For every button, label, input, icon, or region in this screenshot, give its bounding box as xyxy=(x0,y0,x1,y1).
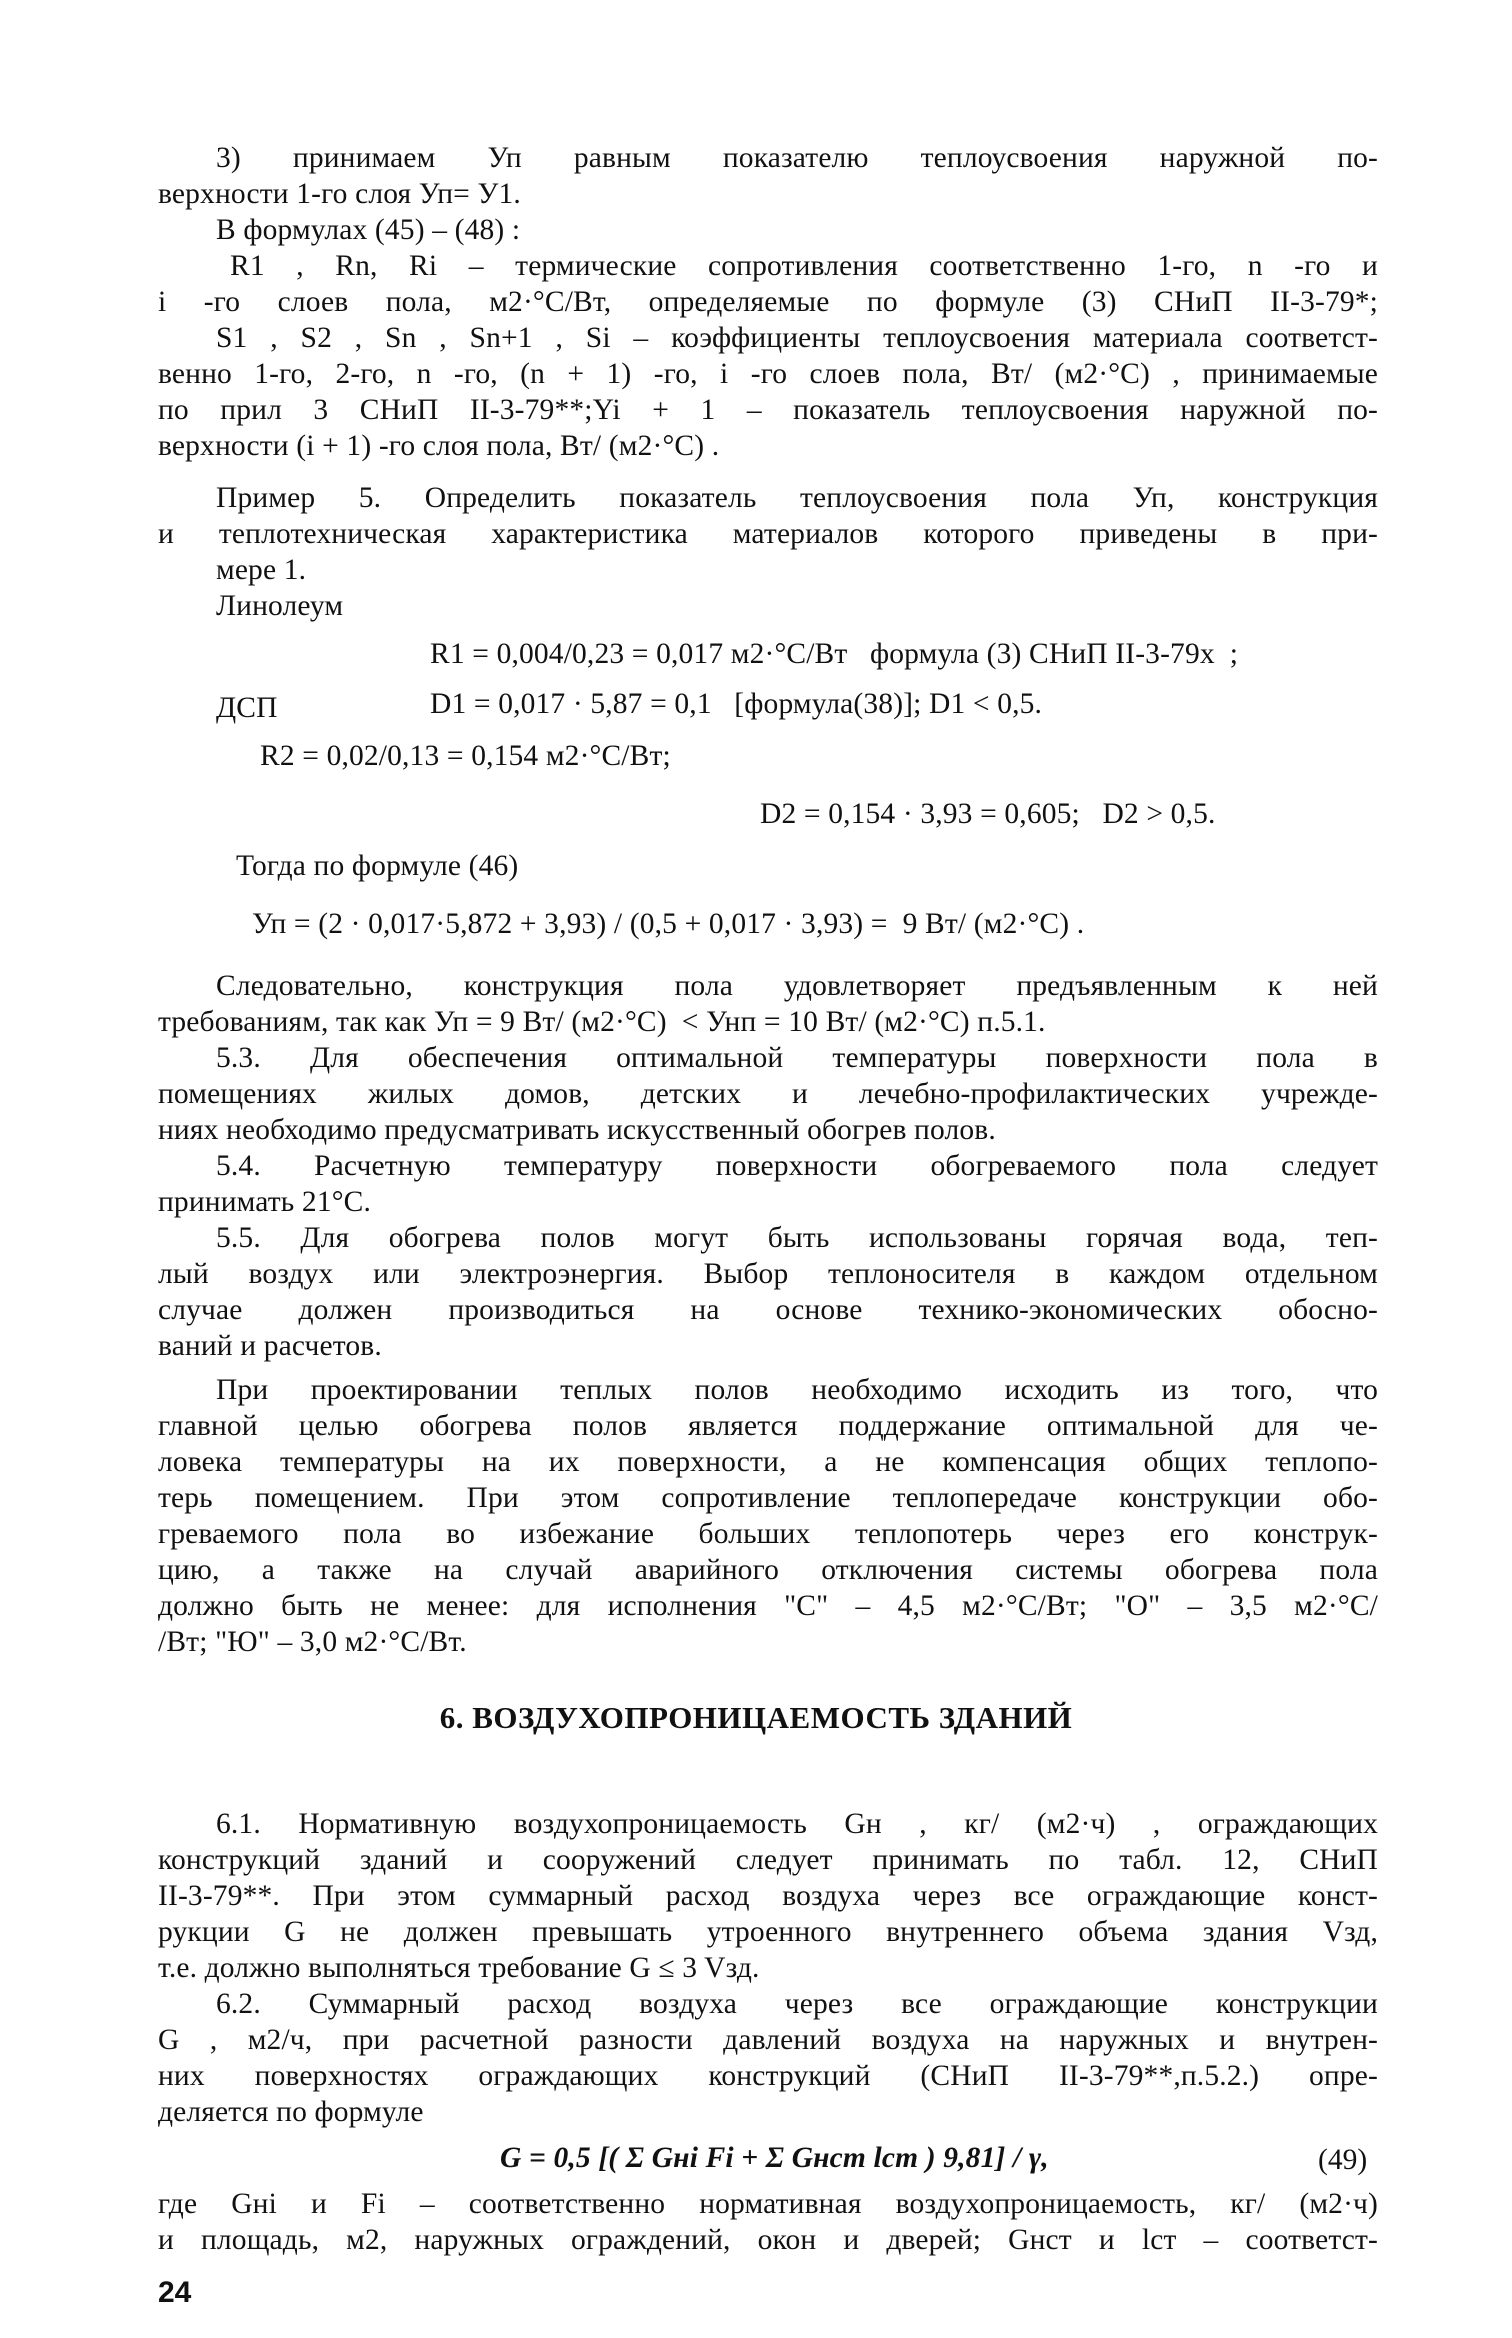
text-line-41: конструкций зданий и сооружений следует принимать по табл. 12, СНиП xyxy=(158,1844,1378,1876)
text-line-29: лый воздух или электроэнергия. Выбор теплоносителя в каждом отдельном xyxy=(158,1258,1378,1290)
text-line-48: деляется по формуле xyxy=(158,2096,424,2128)
text-line-32: При проектировании теплых полов необходимо исходить из того, что xyxy=(216,1374,1378,1406)
text-line-36: греваемого пола во избежание больших теплопотерь через его конструк- xyxy=(158,1518,1378,1550)
text-line-4: R1 , Rn, Ri – термические сопротивления соответственно 1-го, n -го и xyxy=(230,250,1378,282)
text-line-19: Тогда по формуле (46) xyxy=(236,850,519,882)
section-5-3: 5.3. Для обеспечения оптимальной температуры поверхности пола в xyxy=(216,1042,1378,1074)
example-title: Пример 5. Определить показатель теплоусвоения пола Уп, конструкция xyxy=(216,482,1378,514)
text-line-3: В формулах (45) – (48) : xyxy=(216,214,521,246)
equation-number: (49) xyxy=(1318,2144,1368,2176)
text-line-50: где Gнi и Fi – соответственно нормативная воздухопроницаемость, кг/ (м2·ч) xyxy=(158,2188,1378,2220)
page-number: 24 xyxy=(158,2276,192,2309)
material-dsp: ДСП xyxy=(216,692,278,724)
material-linoleum: Линолеум xyxy=(216,590,344,622)
section-5-5: 5.5. Для обогрева полов могут быть использованы горячая вода, теп- xyxy=(216,1222,1378,1254)
text-line-37: цию, а также на случай аварийного отключения системы обогрева пола xyxy=(158,1554,1378,1586)
text-line-44: т.е. должно выполняться требование G ≤ 3 Vзд. xyxy=(158,1952,760,1984)
section-heading: 6. ВОЗДУХОПРОНИЦАЕМОСТЬ ЗДАНИЙ xyxy=(439,1700,1073,1735)
text-line-22: требованиям, так как Уп = 9 Вт/ (м2·°С) < Унп = 10 Вт/ (м2·°С) п.5.1. xyxy=(158,1006,1046,1038)
text-line-46: G , м2/ч, при расчетной разности давлений воздуха на наружных и внутрен- xyxy=(158,2024,1378,2056)
text-line-51: и площадь, м2, наружных ограждений, окон и дверей; Gнст и lст – соответст- xyxy=(158,2224,1378,2256)
text-line-21: Следовательно, конструкция пола удовлетворяет предъявленным к ней xyxy=(216,970,1378,1002)
text-line-30: случае должен производиться на основе технико-экономических обосно- xyxy=(158,1294,1378,1326)
text-line-43: рукции G не должен превышать утроенного внутреннего объема здания Vзд, xyxy=(158,1916,1378,1948)
formula-d1: D1 = 0,017 · 5,87 = 0,1 [формула(38)]; D1 < 0,5. xyxy=(430,688,1043,720)
text-line-5: i -го слоев пола, м2·°С/Вт, определяемые по формуле (3) СНиП II-3-79*; xyxy=(158,286,1378,318)
section-5-4: 5.4. Расчетную температуру поверхности обогреваемого пола следует xyxy=(216,1150,1378,1182)
text-line-1: 3) принимаем Уп равным показателю теплоусвоения наружной по- xyxy=(216,142,1378,174)
formula-d2: D2 = 0,154 · 3,93 = 0,605; D2 > 0,5. xyxy=(760,798,1216,830)
formula-r2: R2 = 0,02/0,13 = 0,154 м2·°С/Вт; xyxy=(260,740,671,772)
text-line-25: ниях необходимо предусматривать искусственный обогрев полов. xyxy=(158,1114,996,1146)
text-line-47: них поверхностях ограждающих конструкций (СНиП II-3-79**,п.5.2.) опре- xyxy=(158,2060,1378,2092)
text-line-39: /Вт; "Ю" – 3,0 м2·°С/Вт. xyxy=(158,1626,467,1658)
formula-r1: R1 = 0,004/0,23 = 0,017 м2·°С/Вт формула (3) СНиП II-3-79x ; xyxy=(430,638,1239,670)
text-line-6: S1 , S2 , Sn , Sn+1 , Si – коэффициенты теплоусвоения материала соответст- xyxy=(216,322,1378,354)
text-line-7: венно 1-го, 2-го, n -го, (n + 1) -го, i -го слоев пола, Вт/ (м2·°С) , принимаемые xyxy=(158,358,1378,390)
text-line-42: II-3-79**. При этом суммарный расход воздуха через все ограждающие конст- xyxy=(158,1880,1378,1912)
text-line-38: должно быть не менее: для исполнения "С" – 4,5 м2·°С/Вт; "О" – 3,5 м2·°С/ xyxy=(158,1590,1378,1622)
text-line-24: помещениях жилых домов, детских и лечебно-профилактических учрежде- xyxy=(158,1078,1378,1110)
text-line-9: верхности (i + 1) -го слоя пола, Вт/ (м2·°С) . xyxy=(158,430,720,462)
text-line-33: главной целью обогрева полов является поддержание оптимальной для че- xyxy=(158,1410,1378,1442)
formula-49: G = 0,5 [( Σ Gнi Fi + Σ Gнст lст ) 9,81] / γ, xyxy=(500,2142,1049,2174)
text-line-8: по прил 3 СНиП II-3-79**;Yi + 1 – показатель теплоусвоения наружной по- xyxy=(158,394,1378,426)
formula-yp: Уп = (2 · 0,017·5,872 + 3,93) / (0,5 + 0,017 · 3,93) = 9 Вт/ (м2·°С) . xyxy=(252,908,1085,940)
section-6-1: 6.1. Нормативную воздухопроницаемость Gн , кг/ (м2·ч) , ограждающих xyxy=(216,1808,1378,1840)
text-line-11: и теплотехническая характеристика материалов которого приведены в при- xyxy=(158,518,1378,550)
text-line-34: ловека температуры на их поверхности, а не компенсация общих теплопо- xyxy=(158,1446,1378,1478)
text-line-27: принимать 21°С. xyxy=(158,1186,372,1218)
section-6-2: 6.2. Суммарный расход воздуха через все ограждающие конструкции xyxy=(216,1988,1378,2020)
text-line-12: мере 1. xyxy=(216,554,307,586)
text-line-31: ваний и расчетов. xyxy=(158,1330,382,1362)
text-line-35: терь помещением. При этом сопротивление теплопередаче конструкции обо- xyxy=(158,1482,1378,1514)
text-line-2: верхности 1-го слоя Уп= У1. xyxy=(158,178,521,210)
